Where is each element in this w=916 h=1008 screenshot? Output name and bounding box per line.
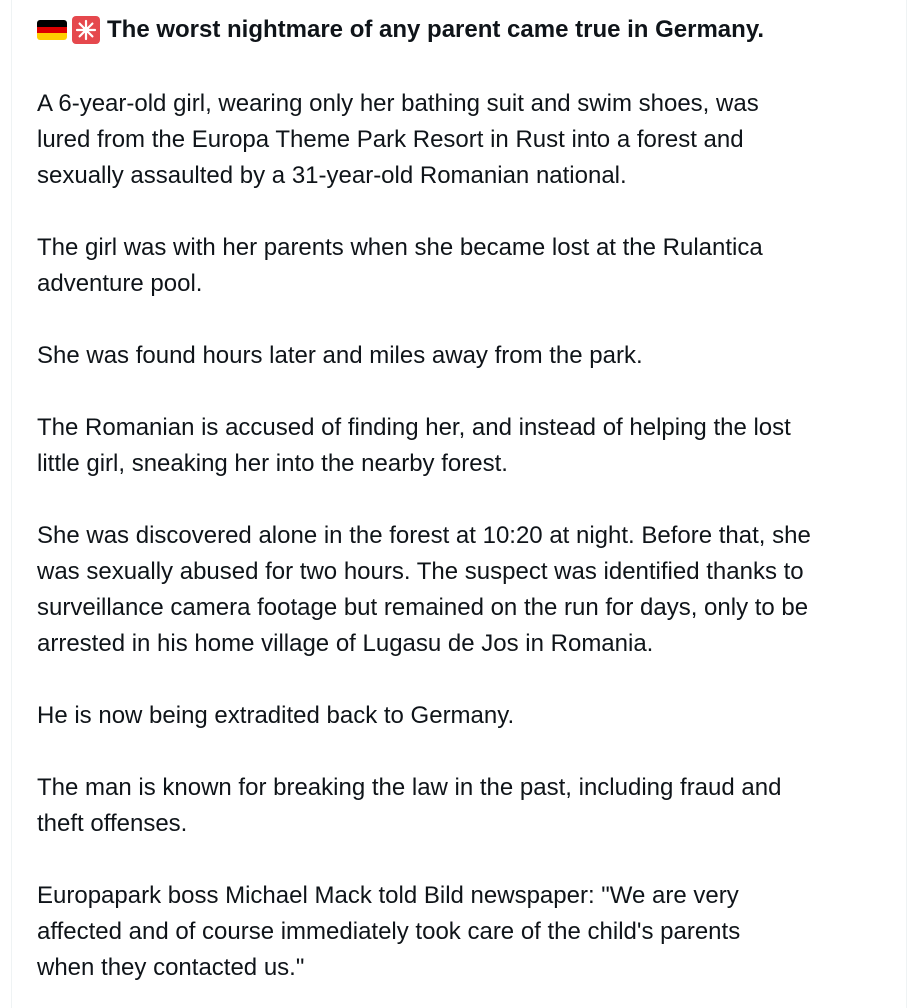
paragraph-6: He is now being extradited back to Germany. xyxy=(37,702,515,729)
paragraph-3: She was found hours later and miles away from the park. xyxy=(37,342,643,369)
post-headline xyxy=(37,10,897,50)
paragraph-1: A 6-year-old girl, wearing only her bathing suit and swim shoes, was lured from the Europa Theme Park Resort in Rust into a forest and sexually assaulted by a 31-year-old Romanian national. xyxy=(37,90,759,189)
rotating-light-icon xyxy=(71,15,101,45)
paragraph-4: The Romanian is accused of finding her, and instead of helping the lost little girl, sneaking her into the nearby forest. xyxy=(37,414,791,477)
paragraph-7: The man is known for breaking the law in the past, including fraud and theft offenses. xyxy=(37,774,782,837)
germany-flag-icon xyxy=(37,20,67,40)
headline-text: The worst nightmare of any parent came true in Germany. xyxy=(107,16,765,43)
paragraph-2: The girl was with her parents when she became lost at the Rulantica adventure pool. xyxy=(37,234,763,297)
post-text xyxy=(37,10,897,986)
paragraph-5: She was discovered alone in the forest at 10:20 at night. Before that, she was sexually abused for two hours. The suspect was identified thanks to surveillance camera footage but remained on the run for days, only to be arrested in his home village of Lugasu de Jos in Romania. xyxy=(37,522,811,657)
paragraph-8: Europapark boss Michael Mack told Bild newspaper: "We are very affected and of course immediately took care of the child's parents when they contacted us." xyxy=(37,882,741,981)
